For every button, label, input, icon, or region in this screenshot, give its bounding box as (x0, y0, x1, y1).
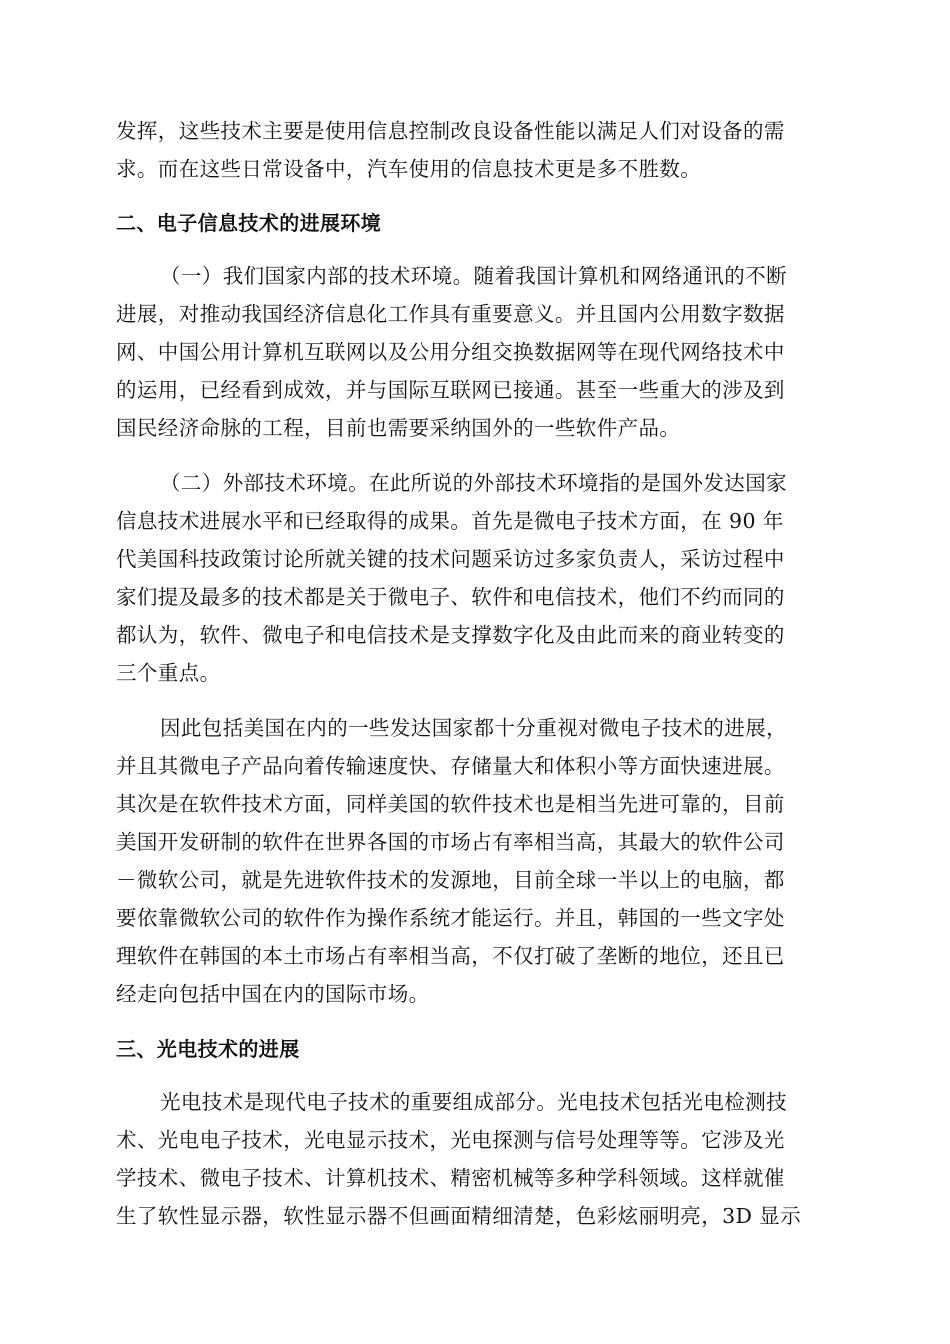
paragraph-line: 网、中国公用计算机互联网以及公用分组交换数据网等在现代网络技术中 (116, 340, 785, 364)
paragraph-line: 经走向包括中国在内的国际市场。 (116, 982, 430, 1006)
paragraph-line: 要依靠微软公司的软件作为操作系统才能运行。并且，韩国的一些文字处 (116, 906, 785, 930)
paragraph-line: 其次是在软件技术方面，同样美国的软件技术也是相当先进可靠的，目前 (116, 792, 785, 816)
paragraph-line: 并且其微电子产品向着传输速度快、存储量大和体积小等方面快速进展。 (116, 754, 785, 778)
paragraph-line: 因此包括美国在内的一些发达国家都十分重视对微电子技术的进展， (160, 716, 787, 740)
paragraph-line: 都认为，软件、微电子和电信技术是支撑数字化及由此而来的商业转变的 (116, 623, 785, 647)
paragraph-line: －微软公司，就是先进软件技术的发源地，目前全球一半以上的电脑，都 (116, 868, 785, 892)
paragraph-line: 国民经济命脉的工程，目前也需要采纳国外的一些软件产品。 (116, 416, 681, 440)
paragraph-line: 家们提及最多的技术都是关于微电子、软件和电信技术，他们不约而同的 (116, 585, 785, 609)
paragraph-line: 光电技术是现代电子技术的重要组成部分。光电技术包括光电检测技 (160, 1090, 787, 1114)
paragraph-line: 三个重点。 (116, 661, 221, 685)
paragraph-line: 理软件在韩国的本土市场占有率相当高，不仅打破了垄断的地位，还且已 (116, 944, 785, 968)
paragraph-line: 代美国科技政策讨论所就关键的技术问题采访过多家负责人，采访过程中 (116, 547, 785, 571)
section-heading: 二、电子信息技术的进展环境 (116, 211, 382, 235)
paragraph-line: 术、光电电子技术，光电显示技术，光电探测与信号处理等等。它涉及光 (116, 1128, 785, 1152)
paragraph-line: 学技术、微电子技术、计算机技术、精密机械等多种学科领域。这样就催 (116, 1166, 785, 1190)
paragraph-line: （一）我们国家内部的技术环境。随着我国计算机和网络通讯的不断 (160, 264, 787, 288)
section-heading: 三、光电技术的进展 (116, 1037, 300, 1061)
paragraph-line: 美国开发研制的软件在世界各国的市场占有率相当高，其最大的软件公司 (116, 830, 785, 854)
paragraph-line: 求。而在这些日常设备中，汽车使用的信息技术更是多不胜数。 (116, 157, 702, 181)
paragraph-line: 的运用，已经看到成效，并与国际互联网已接通。甚至一些重大的涉及到 (116, 378, 785, 402)
paragraph-line: 信息技术进展水平和已经取得的成果。首先是微电子技术方面，在 90 年 (116, 509, 784, 533)
paragraph-line: 进展，对推动我国经济信息化工作具有重要意义。并且国内公用数字数据 (116, 302, 785, 326)
paragraph-line: 发挥，这些技术主要是使用信息控制改良设备性能以满足人们对设备的需 (116, 119, 785, 143)
paragraph-line: 生了软性显示器，软性显示器不但画面精细清楚，色彩炫丽明亮，3D 显示 (116, 1204, 802, 1228)
paragraph-line: （二）外部技术环境。在此所说的外部技术环境指的是国外发达国家 (160, 471, 787, 495)
